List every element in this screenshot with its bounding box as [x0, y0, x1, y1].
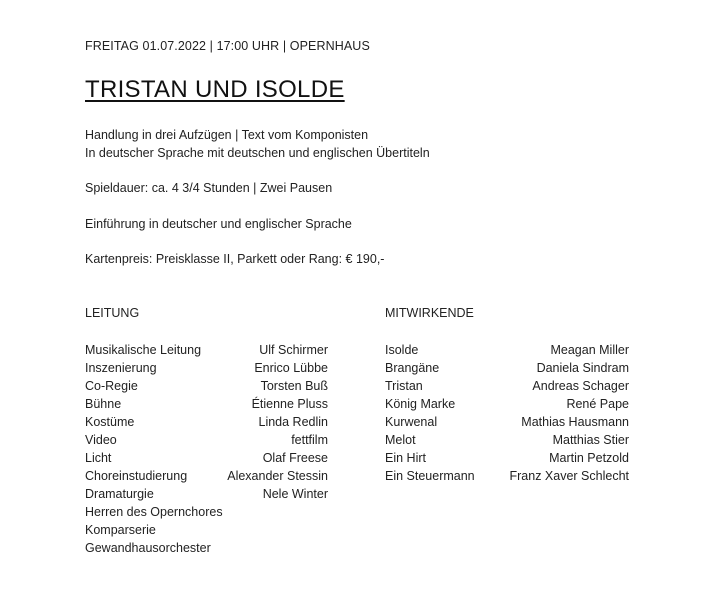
cast-name: Daniela Sindram — [536, 361, 629, 375]
credit-role: Bühne — [85, 397, 122, 411]
credit-name: Étienne Pluss — [251, 397, 328, 411]
event-info — [85, 127, 430, 269]
credit-role: Komparserie — [85, 523, 156, 537]
credit-row — [85, 413, 328, 431]
cast-row — [385, 377, 629, 395]
cast-name: Matthias Stier — [552, 433, 629, 447]
credit-row — [85, 467, 328, 485]
cast-role: König Marke — [385, 397, 456, 411]
credit-name: Enrico Lübbe — [254, 361, 328, 375]
cast-row — [385, 449, 629, 467]
credit-row — [85, 359, 328, 377]
credit-role: Choreinstudierung — [85, 469, 188, 483]
credit-role: Gewandhausorchester — [85, 541, 211, 555]
info-introduction: Einführung in deutscher und englischer Sprache — [85, 216, 352, 231]
credit-row — [85, 539, 328, 557]
credit-row — [85, 485, 328, 503]
info-price: Kartenpreis: Preisklasse II, Parkett oder Rang: € 190,- — [85, 252, 385, 266]
mitwirkende-heading: MITWIRKENDE — [385, 306, 474, 320]
mitwirkende-section — [385, 305, 629, 485]
cast-role: Isolde — [385, 343, 419, 357]
info-duration: Spieldauer: ca. 4 3/4 Stunden | Zwei Pausen — [85, 181, 333, 195]
cast-row — [385, 467, 629, 485]
credit-role: Herren des Opernchores — [85, 505, 223, 519]
cast-role: Melot — [385, 433, 416, 447]
cast-row — [385, 413, 629, 431]
cast-role: Ein Hirt — [385, 451, 426, 465]
credit-name: Nele Winter — [262, 487, 328, 501]
credit-name: Linda Redlin — [258, 415, 328, 429]
credit-name: fettfilm — [291, 433, 328, 447]
cast-role: Kurwenal — [385, 415, 438, 429]
credit-row — [85, 341, 328, 359]
credit-row — [85, 449, 328, 467]
page-title: TRISTAN UND ISOLDE — [85, 76, 345, 103]
credit-role: Musikalische Leitung — [85, 343, 202, 357]
credit-name: Torsten Buß — [260, 379, 328, 393]
credit-row — [85, 377, 328, 395]
leitung-heading: LEITUNG — [85, 306, 140, 320]
cast-role: Brangäne — [385, 361, 440, 375]
leitung-section — [85, 305, 328, 557]
info-line-language: In deutscher Sprache mit deutschen und englischen Übertiteln — [85, 145, 430, 160]
cast-row — [385, 431, 629, 449]
cast-row — [385, 359, 629, 377]
cast-name: Franz Xaver Schlecht — [509, 469, 629, 483]
credit-row — [85, 503, 328, 521]
cast-name: Mathias Hausmann — [521, 415, 629, 429]
cast-name: Meagan Miller — [550, 343, 629, 357]
credit-role: Co-Regie — [85, 379, 138, 393]
credit-name: Ulf Schirmer — [259, 343, 328, 357]
credit-name: Alexander Stessin — [227, 469, 328, 483]
credit-role: Inszenierung — [85, 361, 157, 375]
cast-role: Ein Steuermann — [385, 469, 475, 483]
credit-role: Video — [85, 433, 117, 447]
cast-name: Martin Petzold — [549, 451, 629, 465]
credit-row — [85, 431, 328, 449]
credit-name: Olaf Freese — [262, 451, 328, 465]
credit-row — [85, 521, 328, 539]
cast-name: René Pape — [566, 397, 629, 411]
cast-row — [385, 395, 629, 413]
credit-role: Kostüme — [85, 415, 135, 429]
cast-role: Tristan — [385, 379, 423, 393]
credit-row — [85, 395, 328, 413]
info-line-plot: Handlung in drei Aufzügen | Text vom Komponisten — [85, 128, 369, 142]
event-dateline: FREITAG 01.07.2022 | 17:00 UHR | OPERNHAUS — [85, 39, 370, 53]
cast-name: Andreas Schager — [532, 379, 629, 393]
credit-role: Licht — [85, 451, 112, 465]
credit-role: Dramaturgie — [85, 487, 154, 501]
cast-row — [385, 341, 629, 359]
